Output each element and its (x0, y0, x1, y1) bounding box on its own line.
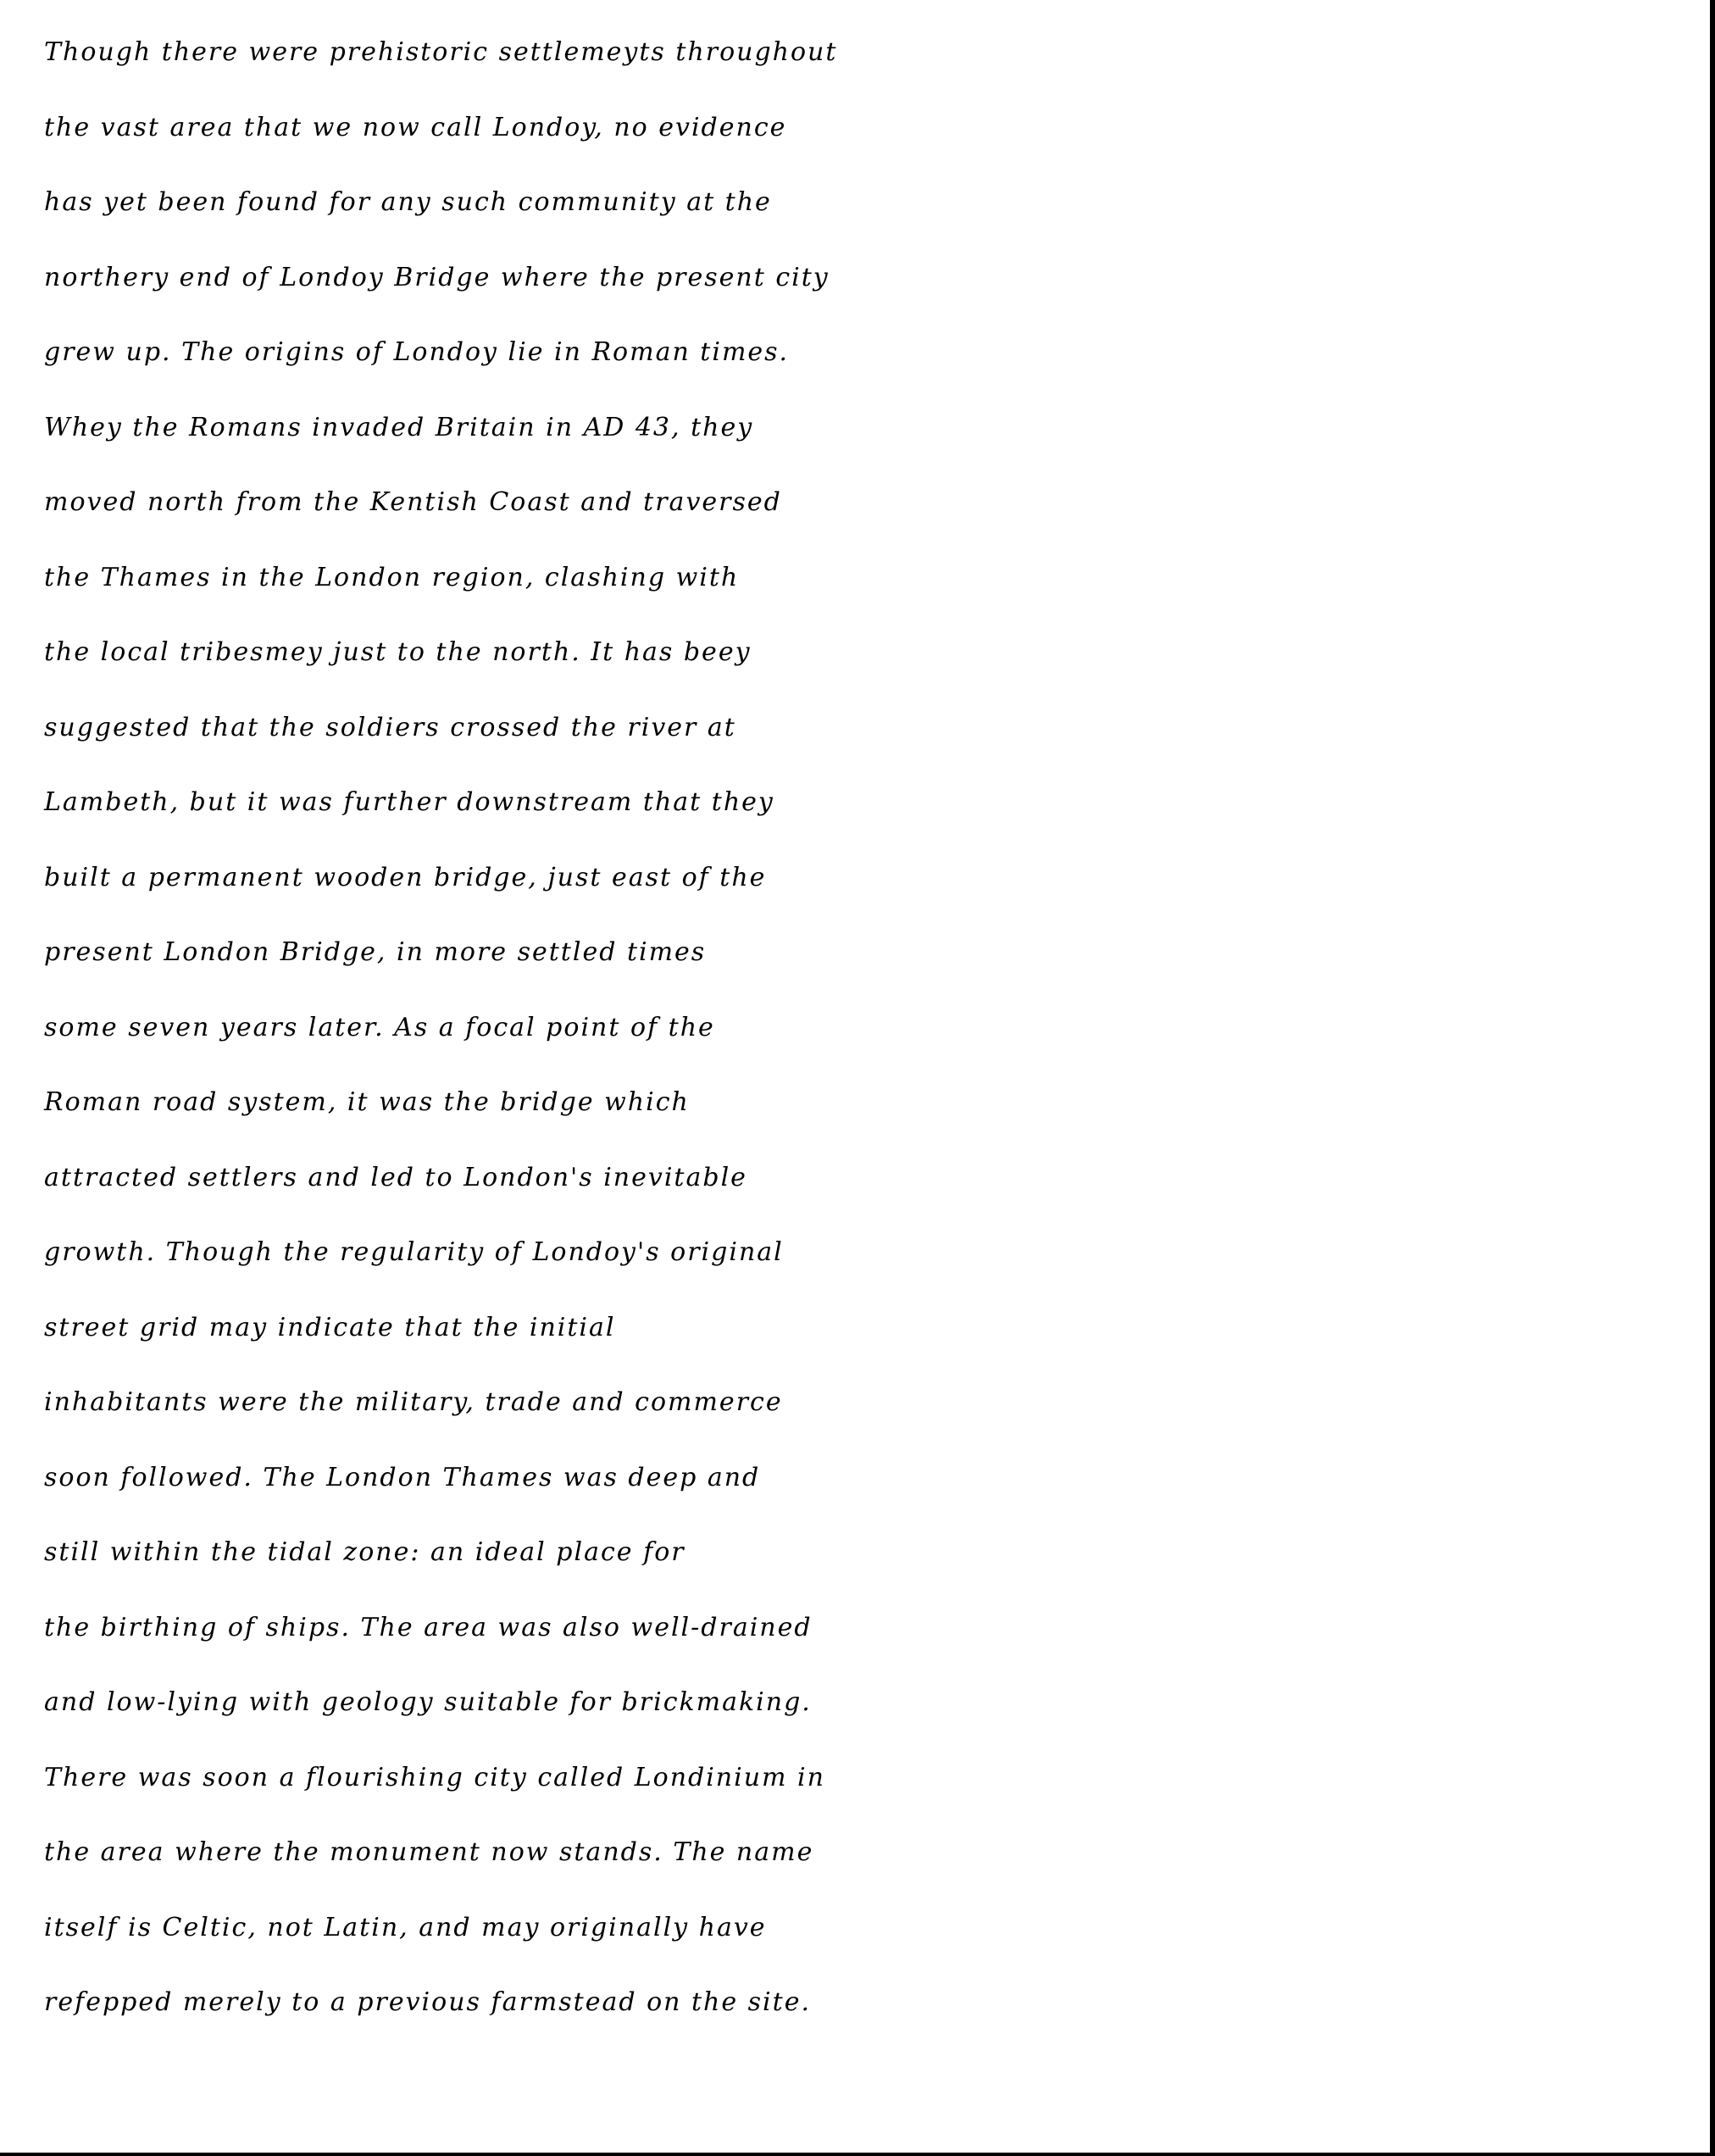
text-line: suggested that the soldiers crossed the river at (44, 712, 736, 742)
text-line: has yet been found for any such community at the (44, 187, 772, 217)
text-line: built a permanent wooden bridge, just east of the (44, 862, 767, 892)
text-line: some seven years later. As a focal point of the (44, 1012, 715, 1042)
text-line: Lambeth, but it was further downstream that they (44, 787, 774, 817)
text-line: There was soon a flourishing city called Londinium in (44, 1762, 825, 1792)
text-line: the area where the monument now stands. The name (44, 1837, 814, 1867)
text-line: the local tribesmey just to the north. It has beey (44, 637, 752, 667)
text-line: Whey the Romans invaded Britain in AD 43, they (44, 412, 754, 442)
text-line: northery end of Londoy Bridge where the present city (44, 262, 830, 292)
text-line: present London Bridge, in more settled times (44, 937, 707, 967)
text-line: growth. Though the regularity of Londoy's original (44, 1237, 784, 1267)
text-line: moved north from the Kentish Coast and traversed (44, 487, 782, 517)
text-line: itself is Celtic, not Latin, and may originally have (44, 1912, 767, 1942)
text-line: grew up. The origins of Londoy lie in Roman times. (44, 337, 790, 367)
handwritten-text-block (44, 15, 1688, 2041)
text-line: soon followed. The London Thames was deep and (44, 1462, 761, 1492)
text-line: still within the tidal zone: an ideal place for (44, 1537, 685, 1567)
text-line: Roman road system, it was the bridge which (44, 1087, 690, 1117)
text-line: street grid may indicate that the initial (44, 1312, 616, 1342)
text-line: refepped merely to a previous farmstead on the site. (44, 1987, 811, 2017)
text-line: the Thames in the London region, clashing with (44, 562, 740, 592)
page-bottom-border (0, 2153, 1715, 2156)
text-line: Though there were prehistoric settlemeyts throughout (44, 37, 838, 67)
text-line: attracted settlers and led to London's inevitable (44, 1162, 747, 1192)
text-line: the vast area that we now call Londoy, no evidence (44, 112, 787, 142)
text-line: the birthing of ships. The area was also well-drained (44, 1612, 813, 1642)
text-line: inhabitants were the military, trade and commerce (44, 1387, 783, 1417)
text-line: and low-lying with geology suitable for brickmaking. (44, 1687, 812, 1717)
page-right-border (1710, 0, 1715, 2156)
